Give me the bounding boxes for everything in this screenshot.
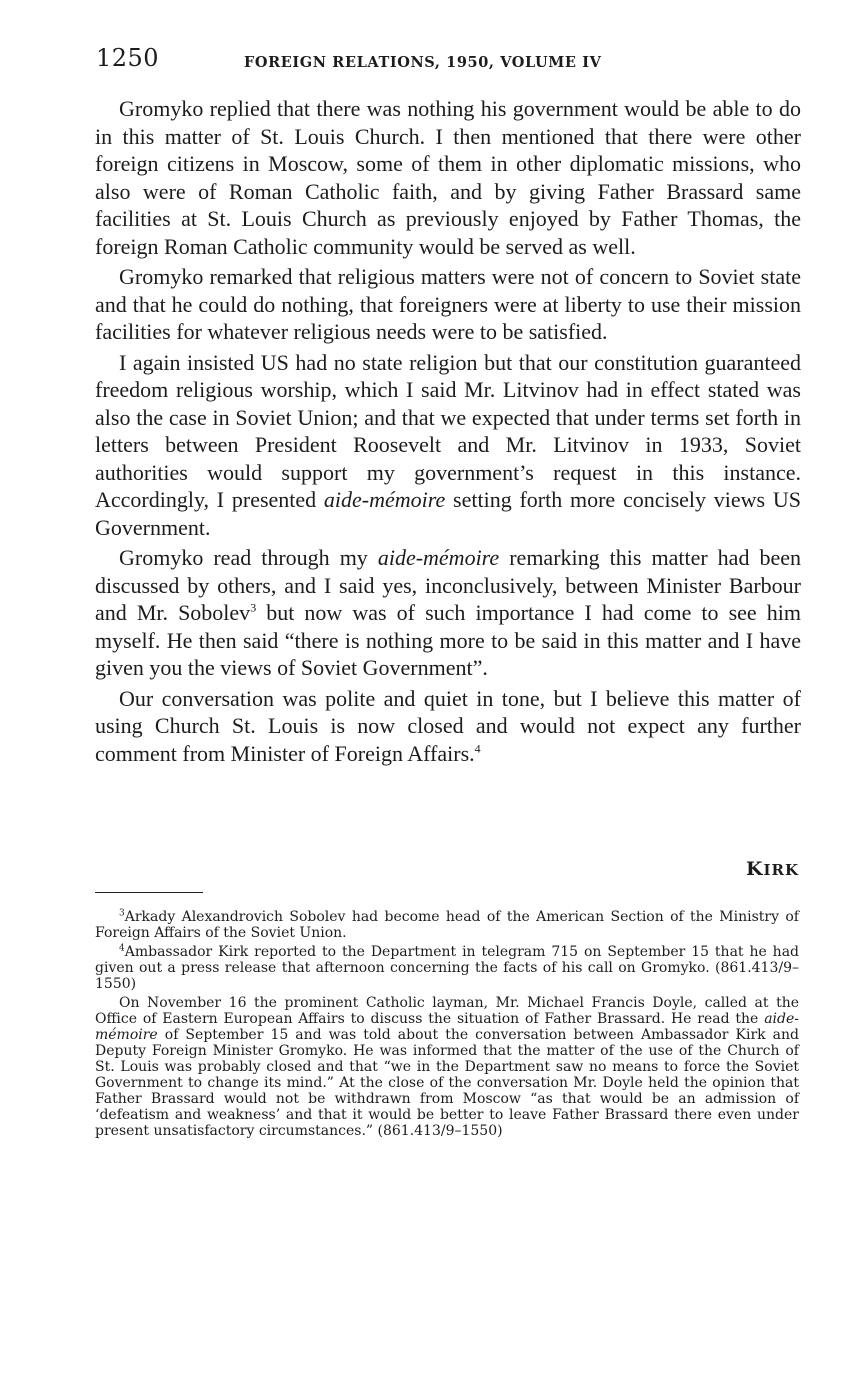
paragraph-3 bbox=[95, 349, 801, 542]
paragraph-4-text-end: but now was of such importance I had come to see him myself. He then said “there is nothing more to be said in this matter and I have given you the views of Soviet Government”. bbox=[95, 600, 801, 680]
paragraph-4-text-middle: remarking this matter had been discussed by others, and I said yes, inconclusively, between Minister Barbour and Mr. Sobolev bbox=[95, 545, 801, 625]
aide-memoire-term: aide-mémoire bbox=[95, 1011, 799, 1043]
footnote-3-text: Arkady Alexandrovich Sobolev had become head of the American Section of the Ministry of Foreign Affairs of the Soviet Union. bbox=[95, 909, 799, 941]
footnote-3-marker: 3 bbox=[119, 908, 125, 919]
paragraph-1 bbox=[95, 95, 801, 260]
signature bbox=[746, 858, 799, 880]
footnote-4-text: Ambassador Kirk reported to the Department in telegram 715 on September 15 that he had given out a press release that afternoon concerning the facts of his call on Gromyko. (861.413/9–1550) bbox=[95, 944, 799, 992]
footnote-4 bbox=[95, 944, 799, 992]
paragraph-4 bbox=[95, 544, 801, 682]
footnote-reference-3[interactable]: 3 bbox=[250, 600, 257, 615]
paragraph-5 bbox=[95, 685, 801, 768]
footnote-divider bbox=[95, 892, 203, 893]
main-text bbox=[95, 95, 801, 770]
footnote-4b-text-start: On November 16 the prominent Catholic layman, Mr. Michael Francis Doyle, called at the Office of Eastern European Affairs to discuss the situation of Father Brassard. He read the bbox=[95, 995, 799, 1027]
footnote-4-marker: 4 bbox=[119, 943, 125, 954]
aide-memoire-term: aide-mémoire bbox=[377, 545, 500, 570]
signature-rest: IRK bbox=[763, 861, 799, 879]
footnote-reference-4[interactable]: 4 bbox=[474, 741, 481, 756]
paragraph-3-text-start: I again insisted US had no state religion but that our constitution guaranteed freedom religious worship, which I said Mr. Litvinov had in effect stated was also the case in Soviet Union; and that we expected that under terms set forth in letters between President Roosevelt and Mr. Litvinov in 1933, Soviet authorities would support my government’s request in this instance. Accordingly, I presented bbox=[95, 349, 801, 512]
paragraph-3-text-end: setting forth more concisely views US Government. bbox=[95, 487, 801, 540]
footnote-4-continuation bbox=[95, 995, 799, 1139]
running-header bbox=[96, 44, 800, 80]
running-title: FOREIGN RELATIONS, 1950, VOLUME IV bbox=[244, 54, 602, 71]
paragraph-1-text: Gromyko replied that there was nothing his government would be able to do in this matter of St. Louis Church. I then mentioned that there were other foreign citizens in Moscow, some of them in other diplomatic missions, who also were of Roman Catholic faith, and by giving Father Brassard same facilities at St. Louis Church as previously enjoyed by Father Thomas, the foreign Roman Catholic community would be served as well. bbox=[95, 96, 801, 259]
footnote-4b-text-end: of September 15 and was told about the conversation between Ambassador Kirk and Deputy Foreign Minister Gromyko. He was informed that the matter of the use of the Church of St. Louis was probably closed and that “we in the Department saw no means to force the Soviet Government to change its mind.” At the close of the conversation Mr. Doyle held the opinion that Father Brassard would not be withdrawn from Moscow “as that would be an admission of ‘defeatism and weakness’ and that it would be better to leave Father Brassard there even under present unsatisfactory circumstances.” (861.413/9–1550) bbox=[95, 1027, 799, 1139]
paragraph-5-text: Our conversation was polite and quiet in tone, but I believe this matter of using Church St. Louis is now closed and would not expect any further comment from Minister of Foreign Affairs. bbox=[95, 685, 801, 766]
footnote-3 bbox=[95, 909, 799, 941]
signature-initial: K bbox=[745, 858, 764, 880]
paragraph-2-text: Gromyko remarked that religious matters were not of concern to Soviet state and that he could do nothing, that foreigners were at liberty to use their mission facilities for whatever religious needs were to be satisfied. bbox=[95, 264, 801, 344]
footnotes bbox=[95, 909, 799, 1142]
aide-memoire-term: aide-mémoire bbox=[323, 487, 446, 512]
paragraph-2 bbox=[95, 263, 801, 346]
paragraph-4-text-start: Gromyko read through my bbox=[119, 545, 378, 570]
page-number: 1250 bbox=[96, 44, 160, 72]
